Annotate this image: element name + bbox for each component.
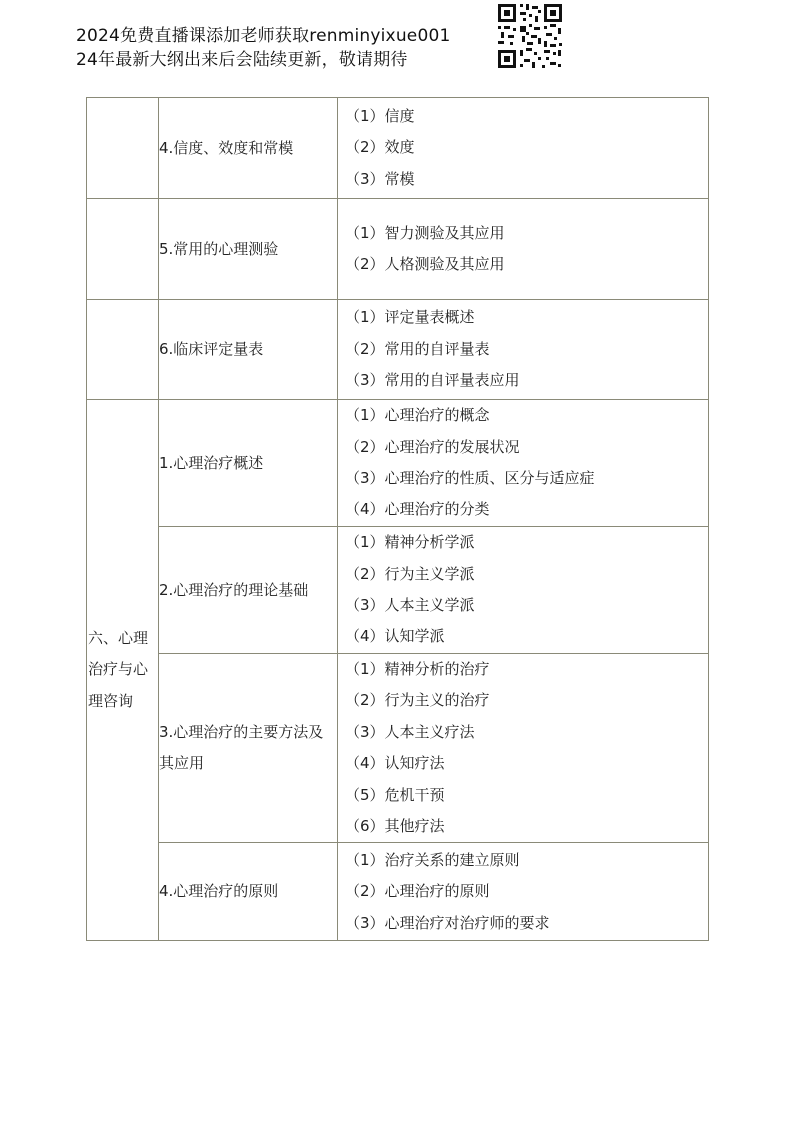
- items-cell: [338, 400, 709, 527]
- list-item: （5）危机干预: [345, 785, 445, 804]
- topic-cell: 4.心理治疗的原则: [159, 843, 338, 941]
- list-item: （2）心理治疗的原则: [345, 882, 490, 901]
- table-row: [87, 654, 709, 843]
- list-item: （1）评定量表概述: [345, 308, 475, 327]
- section-title-cell: [87, 400, 159, 941]
- list-item: （1）智力测验及其应用: [345, 223, 505, 242]
- header-banner: [76, 24, 451, 72]
- table-row: [87, 527, 709, 654]
- topic-line: 其应用: [159, 754, 205, 773]
- topic-cell: 2.心理治疗的理论基础: [159, 527, 338, 654]
- list-item: （4）认知疗法: [345, 754, 445, 773]
- section-cell-empty: [87, 199, 159, 300]
- topic-cell: [159, 654, 338, 843]
- topic-cell: 4.信度、效度和常模: [159, 98, 338, 199]
- qr-code-icon[interactable]: [496, 2, 564, 70]
- header-line-2: 24年最新大纲出来后会陆续更新，敬请期待: [76, 50, 408, 70]
- list-item: （2）行为主义的治疗: [345, 691, 490, 710]
- list-item: （3）人本主义疗法: [345, 722, 475, 741]
- items-cell: [338, 199, 709, 300]
- list-item: （1）信度: [345, 106, 415, 125]
- list-item: （1）治疗关系的建立原则: [345, 850, 520, 869]
- items-cell: [338, 300, 709, 400]
- items-cell: [338, 98, 709, 199]
- table-row: [87, 300, 709, 400]
- list-item: （2）常用的自评量表: [345, 339, 490, 358]
- table-row: [87, 843, 709, 941]
- list-item: （2）行为主义学派: [345, 564, 475, 583]
- list-item: （2）心理治疗的发展状况: [345, 437, 520, 456]
- topic-line: 3.心理治疗的主要方法及: [159, 722, 324, 741]
- list-item: （3）心理治疗对治疗师的要求: [345, 913, 550, 932]
- list-item: （4）心理治疗的分类: [345, 500, 490, 519]
- items-cell: [338, 527, 709, 654]
- list-item: （2）效度: [345, 138, 415, 157]
- items-cell: [338, 843, 709, 941]
- section-cell-empty: [87, 98, 159, 199]
- syllabus-table: [86, 97, 709, 941]
- list-item: （1）精神分析学派: [345, 533, 475, 552]
- list-item: （3）常用的自评量表应用: [345, 371, 520, 390]
- header-line-1: 2024免费直播课添加老师获取renminyixue001: [76, 26, 451, 46]
- table-row: [87, 199, 709, 300]
- list-item: （2）人格测验及其应用: [345, 255, 505, 273]
- section-title-line: 六、心理: [88, 629, 149, 648]
- list-item: （4）认知学派: [345, 627, 445, 646]
- table-row: [87, 400, 709, 527]
- items-cell: [338, 654, 709, 843]
- topic-cell: 6.临床评定量表: [159, 300, 338, 400]
- topic-cell: 1.心理治疗概述: [159, 400, 338, 527]
- section-title-line: 理咨询: [88, 691, 134, 710]
- section-title-line: 治疗与心: [88, 660, 149, 679]
- section-cell-empty: [87, 300, 159, 400]
- list-item: （6）其他疗法: [345, 816, 445, 835]
- list-item: （1）精神分析的治疗: [345, 660, 490, 678]
- list-item: （3）心理治疗的性质、区分与适应症: [345, 469, 595, 487]
- list-item: （3）常模: [345, 169, 415, 188]
- list-item: （3）人本主义学派: [345, 596, 475, 614]
- list-item: （1）心理治疗的概念: [345, 406, 490, 425]
- table-row: [87, 98, 709, 199]
- topic-cell: 5.常用的心理测验: [159, 199, 338, 300]
